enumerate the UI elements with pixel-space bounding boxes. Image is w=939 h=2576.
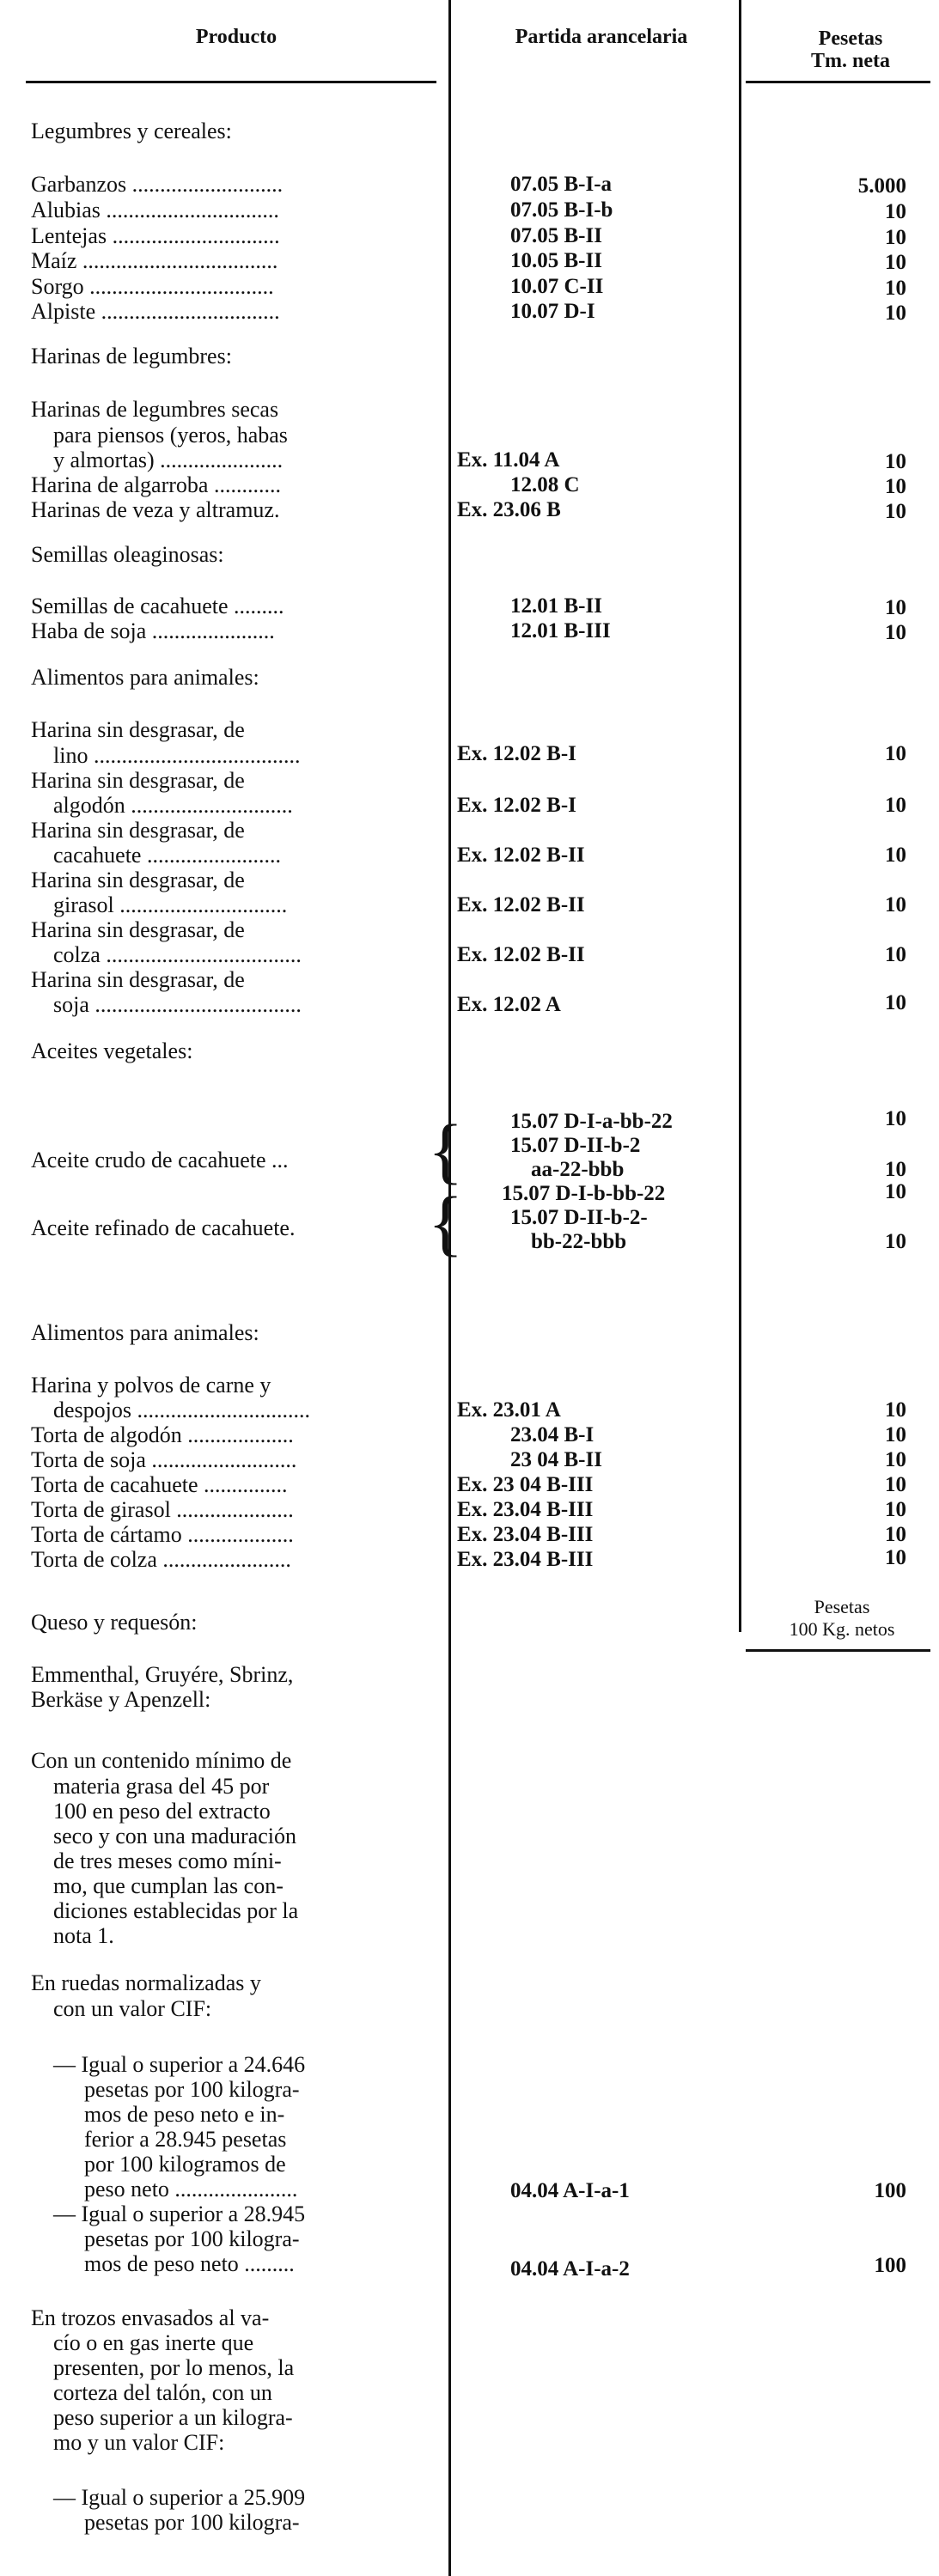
row-alubias: Alubias ............................... [31,198,279,222]
code-algarroba: 12.08 C [510,473,580,496]
val-hs-soja: 10 [885,991,906,1014]
row-veza: Harinas de veza y altramuz. [31,497,280,522]
code-haba-soja: 12.01 B-III [510,619,611,642]
row-hs-girasol: girasol .............................. [53,892,288,917]
val-hs-algodon: 10 [885,794,906,817]
row-hs-lino: lino ..................................... [53,743,301,768]
section-aceites: Aceites vegetales: [31,1038,193,1063]
row-sorgo: Sorgo ................................. [31,274,274,299]
code-hs-cacahuete: Ex. 12.02 B-II [457,843,585,867]
row-hs-colza-head: Harina sin desgrasar, de [31,917,245,942]
section-alimentos-1: Alimentos para animales: [31,665,259,690]
val-maiz: 10 [885,251,906,274]
val-aceite-crudo-1: 10 [885,1107,906,1130]
row-hs-algodon-head: Harina sin desgrasar, de [31,768,245,793]
row-hs-cacahuete-head: Harina sin desgrasar, de [31,818,245,843]
val-algarroba: 10 [885,475,906,498]
val-cacahuete-semillas: 10 [885,596,906,619]
code-sorgo: 10.07 C-II [510,275,604,298]
val-queso-1: 100 [874,2179,906,2202]
row-hs-lino-head: Harina sin desgrasar, de [31,717,245,742]
val-aceite-crudo-2: 10 [885,1158,906,1181]
header-rule-left [26,81,436,83]
val-haba-soja: 10 [885,621,906,644]
code-aceite-crudo-3: aa-22-bbb [531,1158,625,1181]
code-maiz: 10.05 B-II [510,249,602,272]
val-carne: 10 [885,1398,906,1422]
code-carne: Ex. 23.01 A [457,1398,561,1422]
section-legumbres: Legumbres y cereales: [31,119,232,143]
section-queso: Queso y requesón: [31,1610,198,1635]
code-aceite-refinado-2: 15.07 D-II-b-2- [510,1206,648,1229]
code-hs-algodon: Ex. 12.02 B-I [457,794,576,817]
queso-emmenthal-1: Emmenthal, Gruyére, Sbrinz, [31,1662,294,1687]
row-aceite-refinado: Aceite refinado de cacahuete. [31,1215,296,1240]
val-hs-cacahuete: 10 [885,843,906,867]
val-harinas: 10 [885,450,906,473]
val-alubias: 10 [885,200,906,223]
row-hs-girasol-head: Harina sin desgrasar, de [31,868,245,892]
val-torta-cacahuete: 10 [885,1473,906,1496]
row-harinas-1: Harinas de legumbres secas [31,397,279,422]
val-aceite-refinado-1: 10 [885,1180,906,1203]
val-queso-2: 100 [874,2254,906,2277]
header-partida: Partida arancelaria [515,26,688,48]
column-divider-2 [739,0,741,1632]
row-maiz: Maíz ................................... [31,248,278,273]
brace-aceite-crudo: { [428,1109,464,1191]
row-harinas-3: y almortas) ...................... [53,448,284,472]
row-carne-1: Harina y polvos de carne y [31,1373,271,1398]
unit-queso: Pesetas 100 Kg. netos [789,1596,895,1640]
val-aceite-refinado-2: 10 [885,1230,906,1253]
val-hs-lino: 10 [885,742,906,765]
val-lentejas: 10 [885,226,906,249]
row-torta-soja: Torta de soja .......................... [31,1447,297,1472]
val-hs-colza: 10 [885,943,906,966]
row-carne-2: despojos ............................... [53,1398,310,1422]
code-queso-2: 04.04 A-I-a-2 [510,2257,630,2281]
code-queso-1: 04.04 A-I-a-1 [510,2179,630,2202]
code-alpiste: 10.07 D-I [510,300,595,323]
row-alpiste: Alpiste ................................ [31,299,280,324]
code-harinas: Ex. 11.04 A [457,448,560,472]
code-aceite-refinado-3: bb-22-bbb [531,1230,627,1253]
section-harinas: Harinas de legumbres: [31,344,232,368]
row-aceite-crudo: Aceite crudo de cacahuete ... [31,1148,289,1172]
queso-emmenthal-2: Berkäse y Apenzell: [31,1687,211,1712]
val-sorgo: 10 [885,277,906,300]
header-producto: Producto [195,26,277,48]
row-torta-girasol: Torta de girasol ..................... [31,1497,294,1522]
val-torta-cartamo: 10 [885,1523,906,1546]
row-hs-soja-head: Harina sin desgrasar, de [31,967,245,992]
code-hs-colza: Ex. 12.02 B-II [457,943,585,966]
row-hs-colza: colza ................................... [53,942,302,967]
code-torta-colza: Ex. 23.04 B-III [457,1548,594,1571]
val-torta-algodon: 10 [885,1423,906,1446]
val-alpiste: 10 [885,301,906,325]
code-aceite-crudo-1: 15.07 D-I-a-bb-22 [510,1110,673,1133]
code-torta-cartamo: Ex. 23.04 B-III [457,1523,594,1546]
header-rule-right [746,81,930,83]
code-torta-algodon: 23.04 B-I [510,1423,594,1446]
column-divider-1 [448,0,451,2576]
row-cacahuete-semillas: Semillas de cacahuete ......... [31,594,284,618]
code-aceite-refinado-1: 15.07 D-I-b-bb-22 [502,1182,666,1205]
val-veza: 10 [885,500,906,523]
code-hs-girasol: Ex. 12.02 B-II [457,893,585,917]
header-pesetas: Pesetas Tm. neta [811,27,890,72]
code-torta-soja: 23 04 B-II [510,1448,602,1471]
code-alubias: 07.05 B-I-b [510,198,613,222]
code-cacahuete-semillas: 12.01 B-II [510,594,602,618]
code-torta-girasol: Ex. 23.04 B-III [457,1498,594,1521]
row-lentejas: Lentejas .............................. [31,223,280,248]
section-alimentos-2: Alimentos para animales: [31,1320,259,1345]
code-garbanzos: 07.05 B-I-a [510,173,613,196]
row-torta-algodon: Torta de algodón ................... [31,1422,294,1447]
code-veza: Ex. 23.06 B [457,498,561,521]
row-harinas-2: para piensos (yeros, habas [53,423,288,448]
brace-aceite-refinado: { [428,1181,464,1264]
code-hs-soja: Ex. 12.02 A [457,993,561,1016]
row-haba-soja: Haba de soja ...................... [31,618,275,643]
val-torta-soja: 10 [885,1448,906,1471]
val-hs-girasol: 10 [885,893,906,917]
queso-unit-rule [746,1649,930,1652]
val-torta-colza: 10 [885,1546,906,1569]
code-torta-cacahuete: Ex. 23 04 B-III [457,1473,594,1496]
code-lentejas: 07.05 B-II [510,224,602,247]
row-hs-soja: soja ..................................... [53,992,302,1017]
code-aceite-crudo-2: 15.07 D-II-b-2 [510,1134,641,1157]
section-semillas: Semillas oleaginosas: [31,542,224,567]
row-hs-cacahuete: cacahuete ........................ [53,843,281,868]
row-torta-colza: Torta de colza ....................... [31,1547,291,1572]
row-torta-cacahuete: Torta de cacahuete ............... [31,1472,288,1497]
row-garbanzos: Garbanzos ........................... [31,172,284,197]
row-torta-cartamo: Torta de cártamo ................... [31,1522,294,1547]
code-hs-lino: Ex. 12.02 B-I [457,742,576,765]
row-algarroba: Harina de algarroba ............ [31,472,281,497]
row-hs-algodon: algodón ............................. [53,793,293,818]
val-torta-girasol: 10 [885,1498,906,1521]
val-garbanzos: 5.000 [857,174,906,198]
